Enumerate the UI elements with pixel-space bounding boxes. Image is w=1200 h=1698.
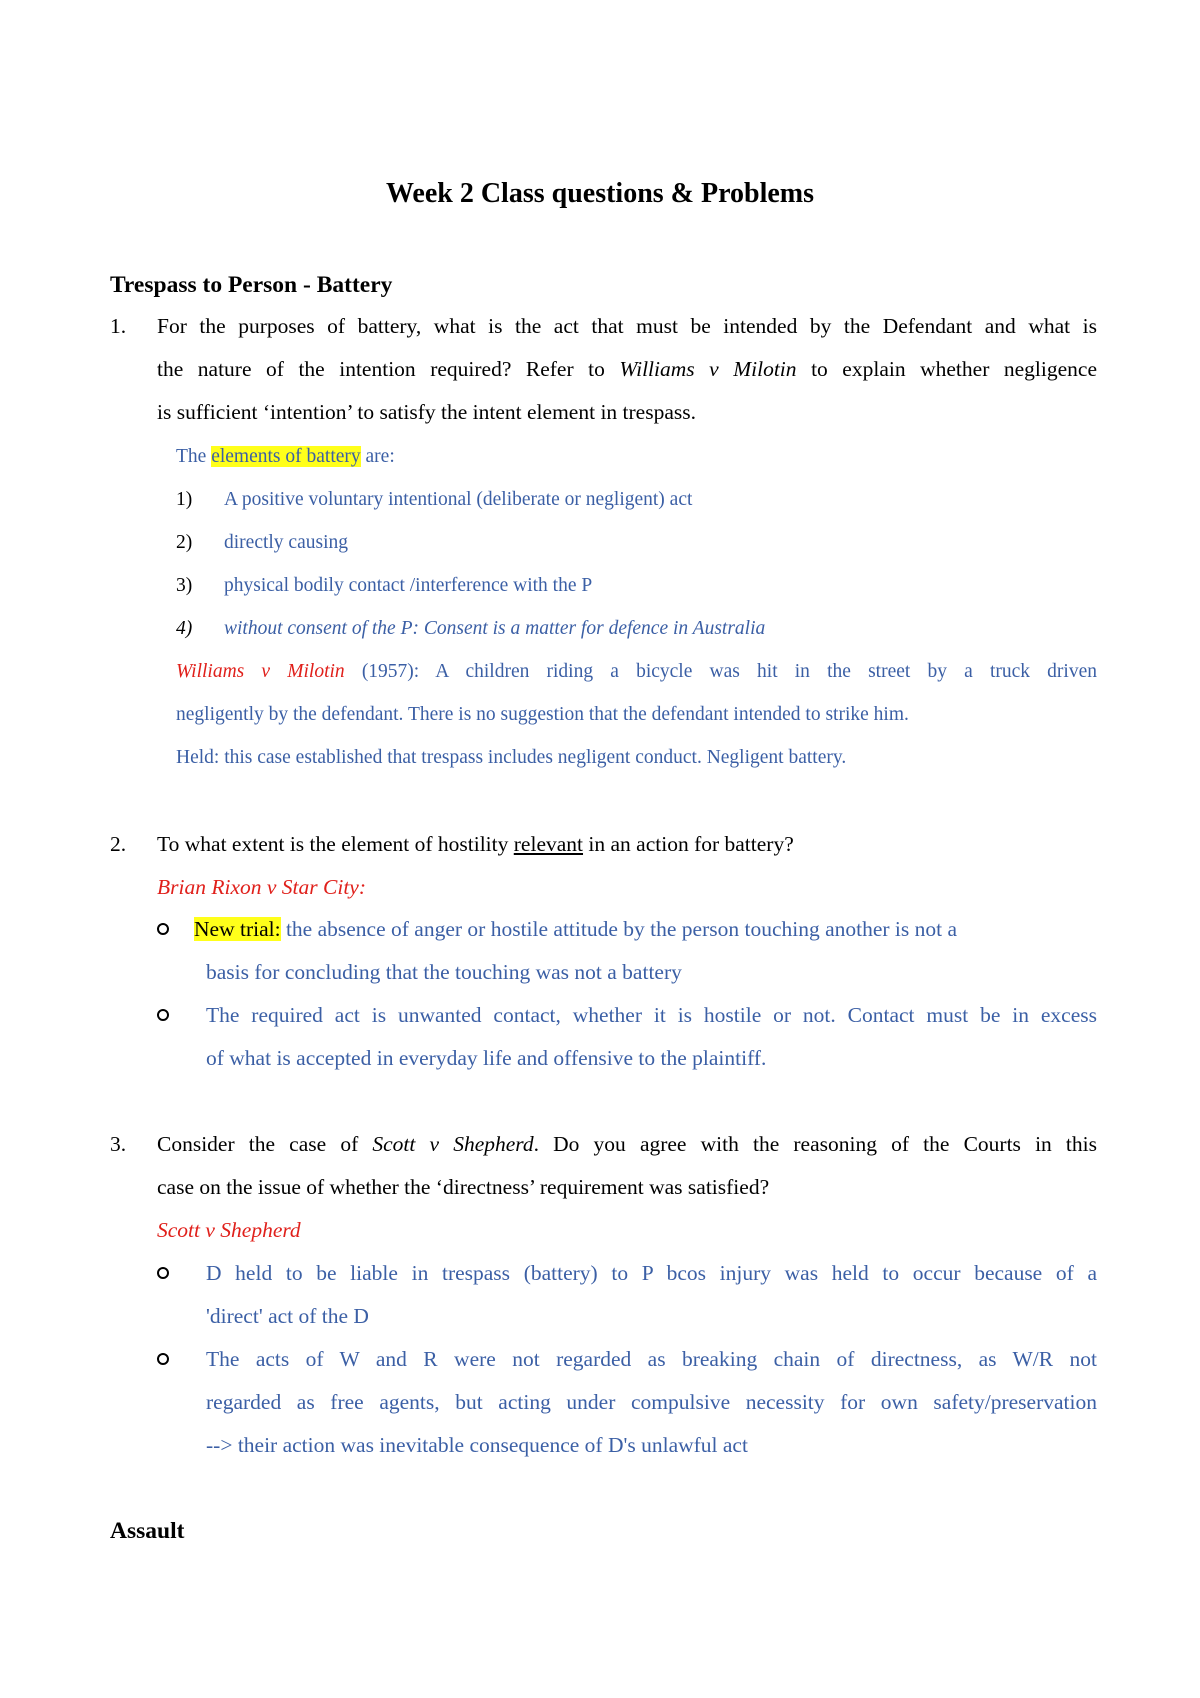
case-citation: Brian Rixon v Star City: (157, 875, 366, 899)
element-text: A positive voluntary intentional (deliberate or negligent) act (224, 489, 693, 510)
case-citation: Scott v Shepherd (157, 1218, 301, 1242)
case-citation: Scott v Shepherd (372, 1132, 534, 1156)
bullet-icon (157, 1353, 169, 1365)
question-text: Consider the case of Scott v Shepherd. Do you agree with the reasoning of the Courts in this (157, 1132, 1097, 1156)
answer-text: New trial: the absence of anger or hostile attitude by the person touching another is not a (194, 917, 958, 941)
question-text: the nature of the intention required? Refer to Williams v Milotin to explain whether negligence (157, 357, 1097, 381)
underlined-text: relevant (513, 832, 584, 856)
answer-text: The acts of W and R were not regarded as breaking chain of directness, as W/R not (206, 1347, 1097, 1371)
element-number: 3) (176, 575, 193, 596)
case-citation: Williams v Milotin (176, 661, 345, 682)
answer-text: --> their action was inevitable consequence of D's unlawful act (206, 1433, 748, 1457)
bullet-icon (157, 1267, 169, 1279)
answer-text: 'direct' act of the D (206, 1304, 369, 1328)
question-text: case on the issue of whether the ‘directness’ requirement was satisfied? (157, 1175, 770, 1199)
element-text: without consent of the P: Consent is a matter for defence in Australia (224, 618, 766, 639)
answer-text: The required act is unwanted contact, whether it is hostile or not. Contact must be in excess (206, 1003, 1097, 1027)
highlighted-text: elements of battery (211, 446, 361, 467)
answer-text: The elements of battery are: (176, 446, 395, 467)
bullet-icon (157, 1009, 169, 1021)
element-text: directly causing (224, 532, 348, 553)
question-number: 1. (110, 314, 127, 338)
answer-text: D held to be liable in trespass (battery) to P bcos injury was held to occur because of a (206, 1261, 1097, 1285)
element-number: 4) (176, 618, 193, 639)
section-heading-battery: Trespass to Person - Battery (110, 272, 393, 298)
element-text: physical bodily contact /interference with the P (224, 575, 593, 596)
question-text: For the purposes of battery, what is the act that must be intended by the Defendant and what is (157, 314, 1097, 338)
page-title: Week 2 Class questions & Problems (385, 178, 815, 209)
answer-text: of what is accepted in everyday life and offensive to the plaintiff. (206, 1046, 767, 1070)
case-citation: Williams v Milotin (619, 357, 797, 381)
section-heading-assault: Assault (110, 1518, 185, 1544)
answer-text: regarded as free agents, but acting under compulsive necessity for own safety/preservation (206, 1390, 1097, 1414)
answer-text: Held: this case established that trespass includes negligent conduct. Negligent battery. (176, 747, 847, 768)
bullet-icon (157, 923, 169, 935)
question-text: is sufficient ‘intention’ to satisfy the intent element in trespass. (157, 400, 696, 424)
highlighted-text: New trial: (194, 917, 281, 941)
question-text: To what extent is the element of hostility relevant in an action for battery? (157, 832, 794, 856)
element-number: 1) (176, 489, 193, 510)
answer-text: Williams v Milotin (1957): A children riding a bicycle was hit in the street by a truck driven (176, 661, 1097, 682)
question-number: 2. (110, 832, 127, 856)
answer-text: basis for concluding that the touching was not a battery (206, 960, 682, 984)
question-number: 3. (110, 1132, 127, 1156)
answer-text: negligently by the defendant. There is no suggestion that the defendant intended to strike him. (176, 704, 909, 725)
element-number: 2) (176, 532, 193, 553)
